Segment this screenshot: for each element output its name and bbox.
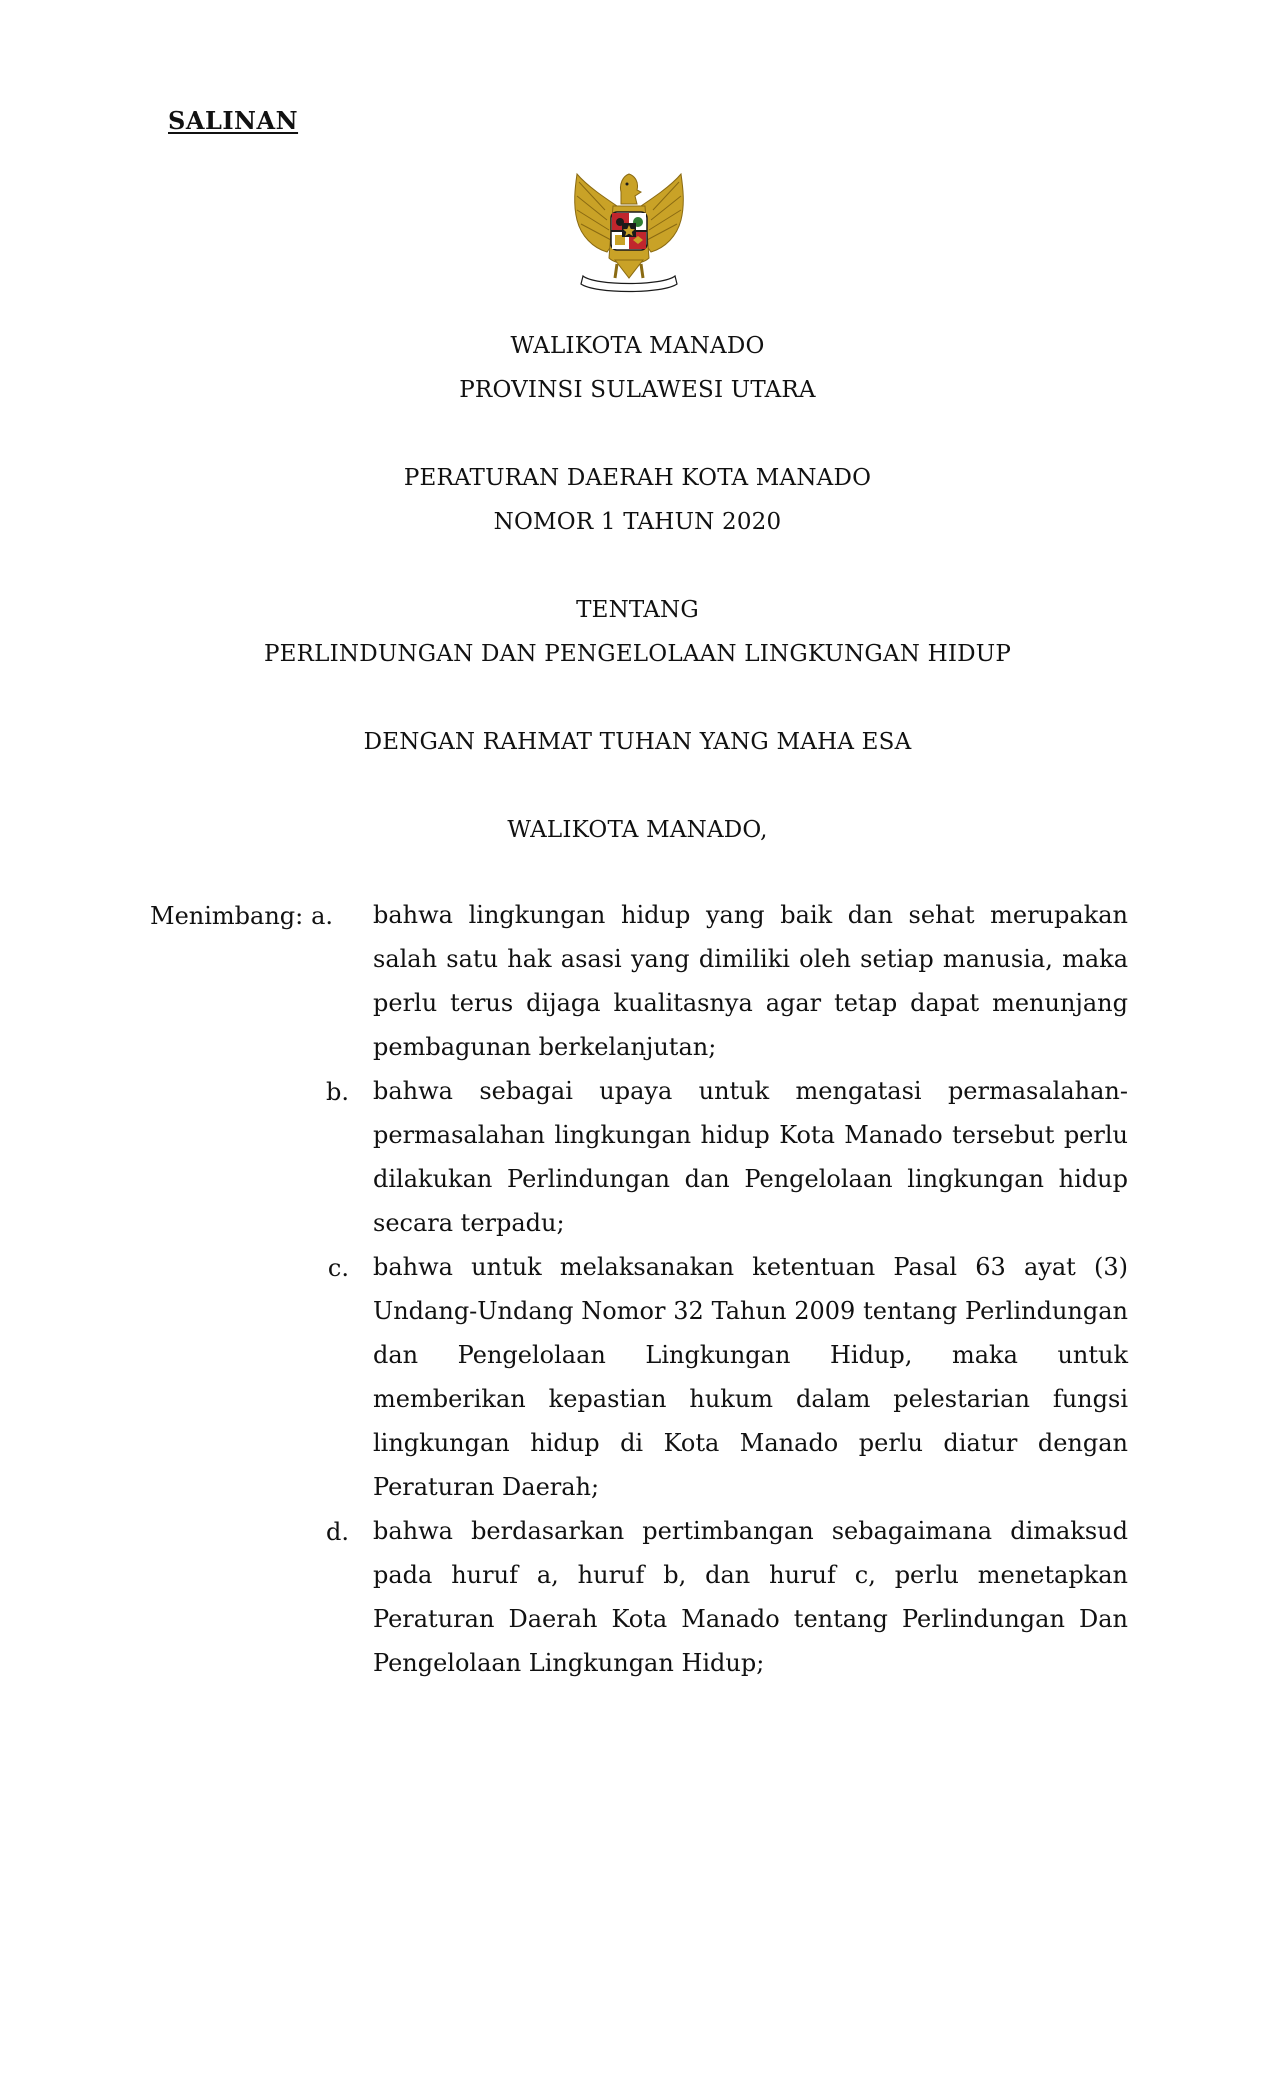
menimbang-item-text: bahwa untuk melaksanakan ketentuan Pasal 63 ayat (3) Undang-Undang Nomor 32 Tahun 2009 tentang Perlindungan dan Pengelolaan Lingkungan Hidup, maka untuk memberikan kepastian hukum dalam pelestarian fungsi lingkungan hidup di Kota Manado perlu diatur dengan Peraturan Daerah; — [373, 1253, 1128, 1501]
enactor-line: WALIKOTA MANADO, — [507, 817, 768, 843]
menimbang-item-letter: b. — [326, 1078, 349, 1106]
salinan-stamp: SALINAN — [168, 106, 299, 135]
menimbang-item-text: bahwa lingkungan hidup yang baik dan sehat merupakan salah satu hak asasi yang dimiliki oleh setiap manusia, maka perlu terus dijaga kualitasnya agar tetap dapat menunjang pembagunan berkelanjutan; — [373, 901, 1128, 1061]
menimbang-item-text: bahwa berdasarkan pertimbangan sebagaimana dimaksud pada huruf a, huruf b, dan huruf c, perlu menetapkan Peraturan Daerah Kota Manado tentang Perlindungan Dan Pengelolaan Lingkungan Hidup; — [373, 1517, 1128, 1677]
head — [620, 174, 641, 204]
regulation-number-heading: NOMOR 1 TAHUN 2020 — [493, 509, 782, 535]
menimbang-item-letter: a. — [311, 902, 333, 930]
garuda-emblem-icon — [565, 168, 693, 298]
province-heading: PROVINSI SULAWESI UTARA — [459, 377, 816, 403]
regulation-title: PERLINDUNGAN DAN PENGELOLAAN LINGKUNGAN HIDUP — [263, 641, 1012, 667]
authority-heading: WALIKOTA MANADO — [510, 333, 765, 359]
menimbang-item-letter: d. — [326, 1518, 349, 1546]
menimbang-item-text: bahwa sebagai upaya untuk mengatasi permasalahan-permasalahan lingkungan hidup Kota Manado tersebut perlu dilakukan Perlindungan dan Pengelolaan lingkungan hidup secara terpadu; — [373, 1077, 1128, 1237]
invocation-line: DENGAN RAHMAT TUHAN YANG MAHA ESA — [363, 729, 912, 755]
regulation-type-heading: PERATURAN DAERAH KOTA MANADO — [403, 465, 872, 491]
tail — [615, 260, 643, 278]
about-label: TENTANG — [576, 597, 699, 623]
menimbang-label: Menimbang: — [150, 902, 304, 930]
menimbang-item-letter: c. — [327, 1254, 349, 1282]
